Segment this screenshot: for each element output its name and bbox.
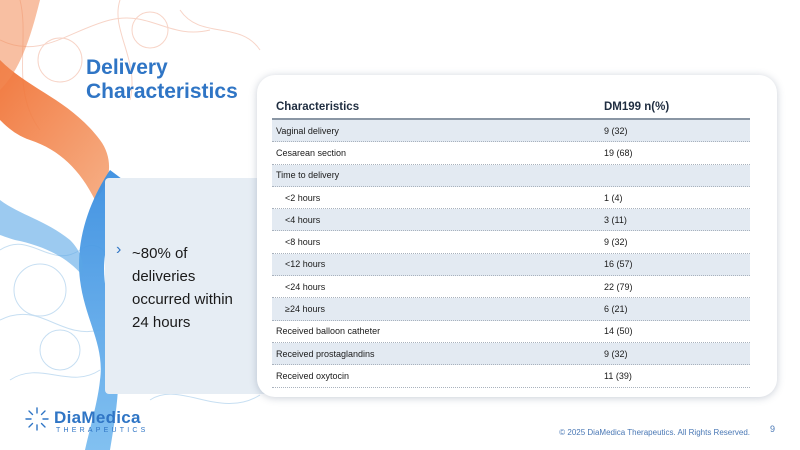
row-label: <8 hours bbox=[285, 237, 321, 248]
row-label: Received prostaglandins bbox=[276, 348, 375, 359]
callout-text: ~80% of deliveries occurred within 24 hours bbox=[132, 245, 233, 331]
copyright-footer: © 2025 DiaMedica Therapeutics. All Rights Reserved. bbox=[559, 428, 750, 437]
row-value: 9 (32) bbox=[604, 125, 628, 136]
row-value: 11 (39) bbox=[604, 370, 632, 381]
row-value: 22 (79) bbox=[604, 281, 633, 292]
row-value: 19 (68) bbox=[604, 147, 633, 158]
row-value: 6 (21) bbox=[604, 304, 628, 315]
row-value: 3 (11) bbox=[604, 214, 627, 225]
table-row bbox=[272, 209, 750, 231]
brand-tagline: THERAPEUTICS bbox=[56, 427, 149, 434]
table-row bbox=[272, 165, 750, 187]
table-header bbox=[272, 96, 750, 120]
page-number: 9 bbox=[770, 424, 776, 434]
row-label: <4 hours bbox=[285, 214, 321, 225]
characteristics-table bbox=[272, 96, 750, 388]
row-value: 14 (50) bbox=[604, 326, 633, 337]
table-row bbox=[272, 231, 750, 253]
table-row bbox=[272, 142, 750, 164]
table-row bbox=[272, 321, 750, 343]
row-value: 9 (32) bbox=[604, 348, 628, 359]
row-label: Cesarean section bbox=[276, 147, 347, 158]
row-label: ≥24 hours bbox=[285, 304, 325, 315]
table-row bbox=[272, 365, 750, 387]
row-label: Time to delivery bbox=[276, 170, 340, 181]
row-label: Received oxytocin bbox=[276, 370, 350, 381]
brand-name: DiaMedica bbox=[54, 408, 141, 427]
table-row bbox=[272, 343, 750, 365]
row-value: 1 (4) bbox=[604, 192, 623, 203]
row-label: <24 hours bbox=[285, 281, 326, 292]
row-value: 9 (32) bbox=[604, 237, 628, 248]
row-label: Received balloon catheter bbox=[276, 326, 381, 337]
row-label: Vaginal delivery bbox=[276, 125, 339, 136]
table-row bbox=[272, 120, 750, 142]
table-row bbox=[272, 254, 750, 276]
header-dm199: DM199 n(%) bbox=[604, 101, 670, 113]
table-row bbox=[272, 276, 750, 298]
table-row bbox=[272, 187, 750, 209]
page-title bbox=[86, 56, 256, 104]
row-label: <2 hours bbox=[285, 192, 321, 203]
table-row bbox=[272, 298, 750, 320]
header-characteristics: Characteristics bbox=[276, 101, 360, 113]
row-label: <12 hours bbox=[285, 259, 326, 270]
title-line-2: Characteristics bbox=[86, 80, 238, 103]
row-value: 16 (57) bbox=[604, 259, 633, 270]
chevron-right-icon: › bbox=[116, 241, 122, 258]
diamedica-logo-icon bbox=[24, 406, 50, 432]
title-line-1: Delivery bbox=[86, 56, 168, 79]
